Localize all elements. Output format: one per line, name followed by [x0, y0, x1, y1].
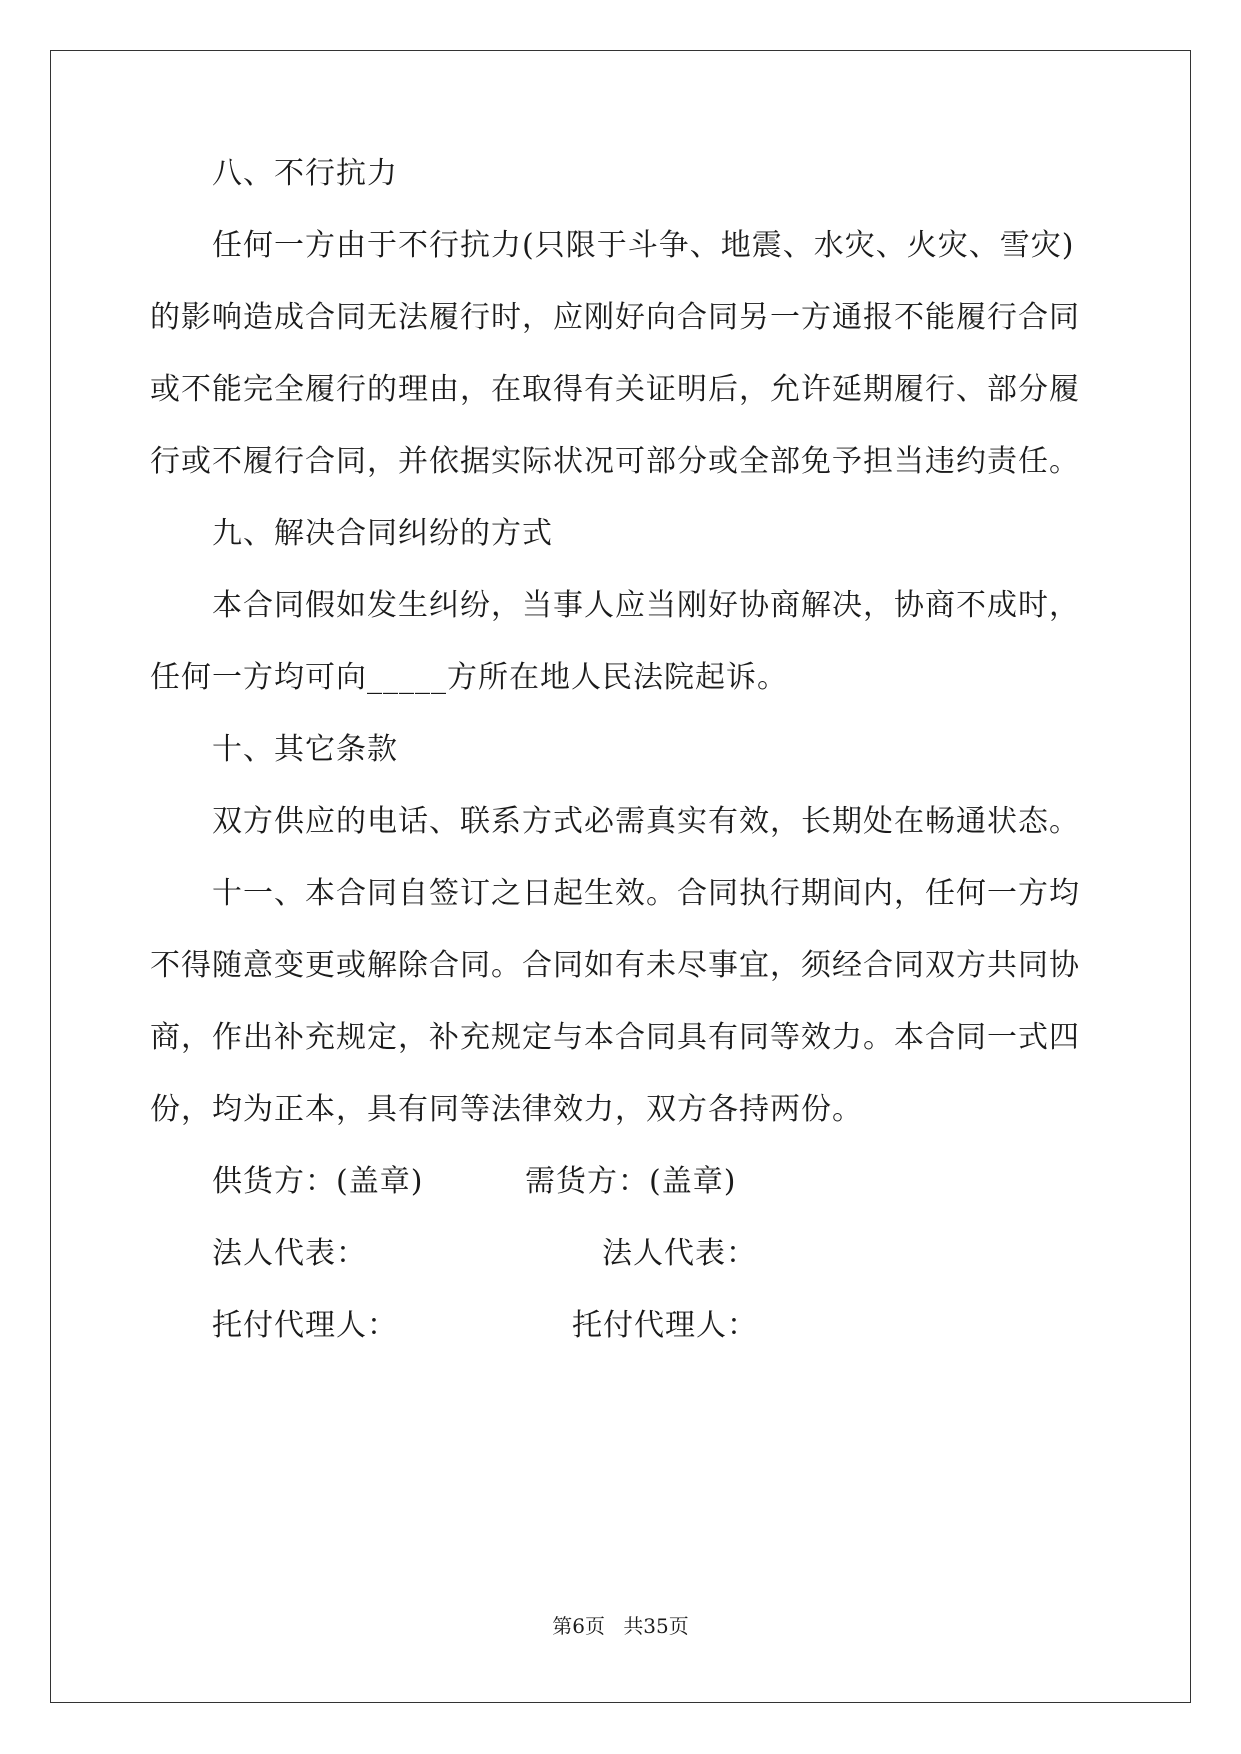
paragraph-line: 本合同假如发生纠纷，当事人应当刚好协商解决，协商不成时，	[212, 588, 1080, 623]
paragraph-line: 行或不履行合同，并依据实际状况可部分或全部免予担当违约责任。	[150, 444, 1080, 479]
buyer-seal-label: 需货方：(盖章)	[525, 1164, 737, 1199]
heading-dispute-resolution: 九、解决合同纠纷的方式	[212, 516, 553, 551]
supplier-representative-label: 法人代表：	[212, 1236, 367, 1271]
supplier-seal-label: 供货方：(盖章)	[212, 1164, 424, 1199]
paragraph-line: 或不能完全履行的理由，在取得有关证明后，允许延期履行、部分履	[150, 372, 1080, 407]
paragraph-line: 不得随意变更或解除合同。合同如有未尽事宜，须经合同双方共同协	[150, 948, 1080, 983]
paragraph-line: 份，均为正本，具有同等法律效力，双方各持两份。	[150, 1092, 863, 1127]
total-pages: 共35页	[623, 1614, 689, 1638]
page-number: 第6页	[552, 1614, 605, 1638]
buyer-representative-label: 法人代表：	[602, 1236, 757, 1271]
page-footer	[0, 1612, 1241, 1640]
paragraph-line: 商，作出补充规定，补充规定与本合同具有同等效力。本合同一式四	[150, 1020, 1080, 1055]
paragraph-line: 任何一方由于不行抗力(只限于斗争、地震、水灾、火灾、雪灾)	[212, 228, 1075, 263]
heading-force-majeure: 八、不行抗力	[212, 156, 398, 191]
paragraph-line: 十一、本合同自签订之日起生效。合同执行期间内，任何一方均	[212, 876, 1080, 911]
paragraph-line: 双方供应的电话、联系方式必需真实有效，长期处在畅通状态。	[212, 804, 1080, 839]
paragraph-line: 任何一方均可向_____方所在地人民法院起诉。	[150, 660, 788, 695]
supplier-agent-label: 托付代理人：	[212, 1308, 398, 1343]
paragraph-line: 的影响造成合同无法履行时，应刚好向合同另一方通报不能履行合同	[150, 300, 1080, 335]
heading-other-terms: 十、其它条款	[212, 732, 398, 767]
buyer-agent-label: 托付代理人：	[572, 1308, 758, 1343]
